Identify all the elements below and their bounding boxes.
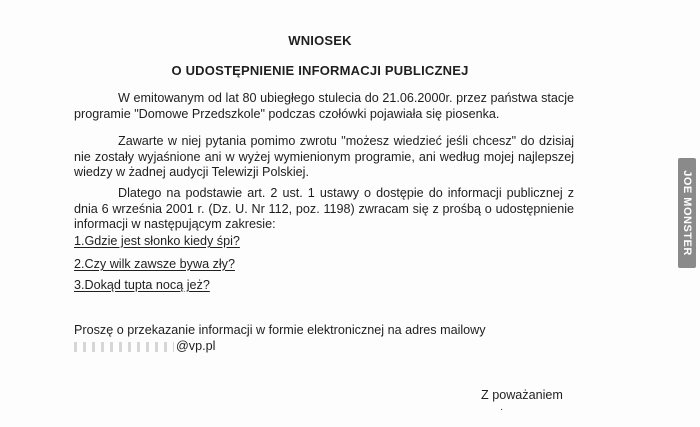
paragraph-1: W emitowanym od lat 80 ubiegłego stulecia do 21.06.2000r. przez państwa stacje programie "Domowe Przedszkole" podczas czołówki pojawiała się piosenka. — [74, 91, 574, 121]
email-address — [74, 339, 215, 354]
question-2: 2.Czy wilk zawsze bywa zły? — [74, 257, 235, 271]
redacted-email-user — [74, 342, 174, 352]
watermark-text: JOE MONSTER — [681, 170, 693, 256]
document-subtitle: O UDOSTĘPNIENIE INFORMACJI PUBLICZNEJ — [171, 63, 469, 78]
regards-text: Z poważaniem — [481, 388, 563, 402]
email-domain: @vp.pl — [176, 339, 216, 353]
watermark-logo — [678, 158, 696, 268]
paragraph-2: Zawarte w niej pytania pomimo zwrotu "możesz wiedzieć jeśli chcesz" do dzisiaj nie zostały wyjaśnione ani w wyżej wymienionym programie, ani według mojej najlepszej wiedzy w żadnej audycji Telewizji Polskiej. — [74, 134, 574, 179]
signature-mark: · — [500, 404, 504, 415]
paragraph-3: Dlatego na podstawie art. 2 ust. 1 ustawy o dostępie do informacji publicznej z dnia 6 września 2001 r. (Dz. U. Nr 112, poz. 1198) zwracam się z prośbą o udostępnienie informacji w następującym zakresie: — [74, 186, 574, 231]
document-title: WNIOSEK — [288, 33, 352, 48]
question-1: 1.Gdzie jest słonko kiedy śpi? — [74, 234, 240, 248]
closing-request: Proszę o przekazanie informacji w formie elektronicznej na adres mailowy — [74, 323, 486, 337]
question-3: 3.Dokąd tupta nocą jeż? — [74, 278, 210, 292]
